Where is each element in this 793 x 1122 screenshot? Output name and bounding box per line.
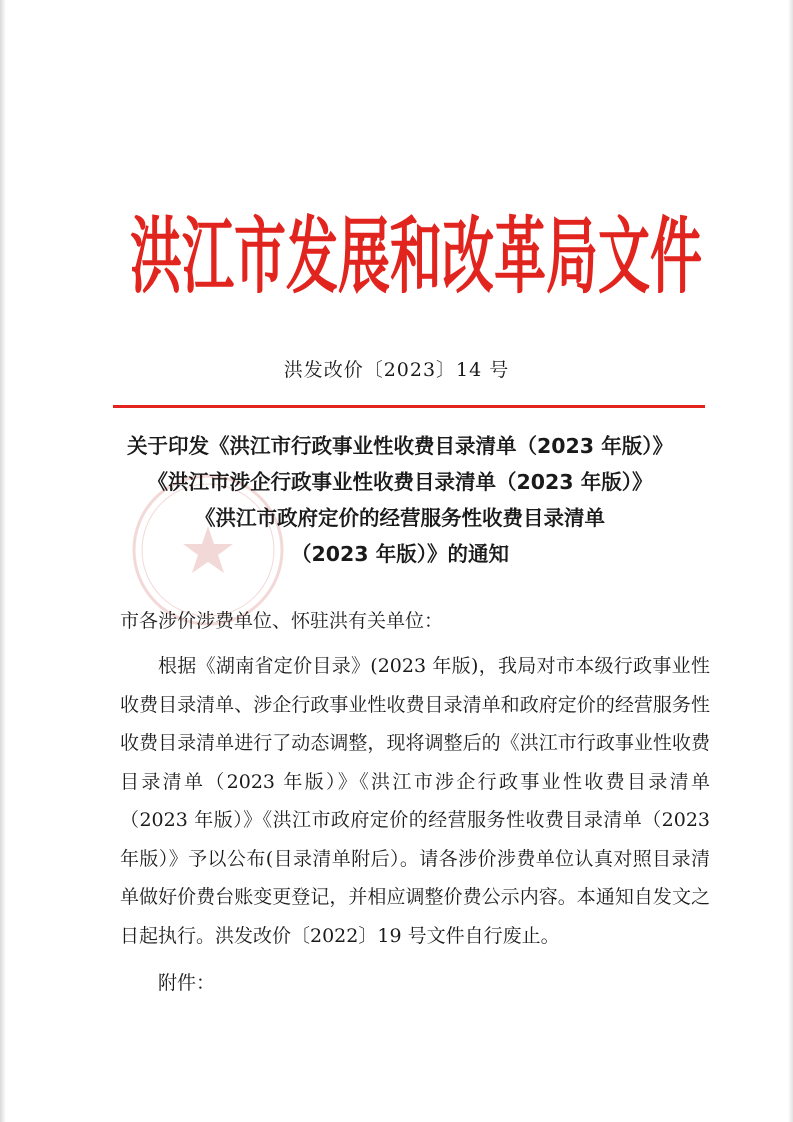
body-paragraph: 根据《湖南省定价目录》(2023 年版)，我局对市本级行政事业性收费目录清单、涉企行政事业性收费目录清单和政府定价的经营服务性收费目录清单进行了动态调整，现将调整后的《洪江市行政事业性收费目录清单（2023 年版）》《洪江市涉企行政事业性收费目录清单（2023 年版）》《洪江市政府定价的经营服务性收费目录清单（2023 年版）》予以公布(目录清单附后）。请各涉价涉费单位认真对照目录清单做好价费台账变更登记，并相应调整价费公示内容。本通知自发文之日起执行。洪发改价〔2022〕19 号文件自行废止。: [120, 655, 710, 947]
scan-edge-left: [0, 0, 6, 1122]
subject-line: 《洪江市涉企行政事业性收费目录清单（2023 年版）》: [147, 470, 653, 494]
document-subject: [95, 428, 705, 572]
issuer-title: 洪江市发展和改革局文件: [130, 210, 703, 306]
subject-line: （2023 年版）》的通知: [291, 542, 509, 566]
document-number: 洪发改价〔2023〕14 号: [283, 359, 510, 381]
subject-line: 关于印发《洪江市行政事业性收费目录清单（2023 年版）》: [127, 434, 673, 458]
scan-edge-right: [788, 0, 793, 1122]
subject-line: 《洪江市政府定价的经营服务性收费目录清单: [195, 506, 605, 530]
attachment-label: 附件：: [158, 972, 216, 994]
body-text: [120, 647, 710, 955]
addressee: 市各涉价涉费单位、怀驻洪有关单位：: [120, 610, 444, 632]
red-divider-rule: [113, 405, 705, 408]
